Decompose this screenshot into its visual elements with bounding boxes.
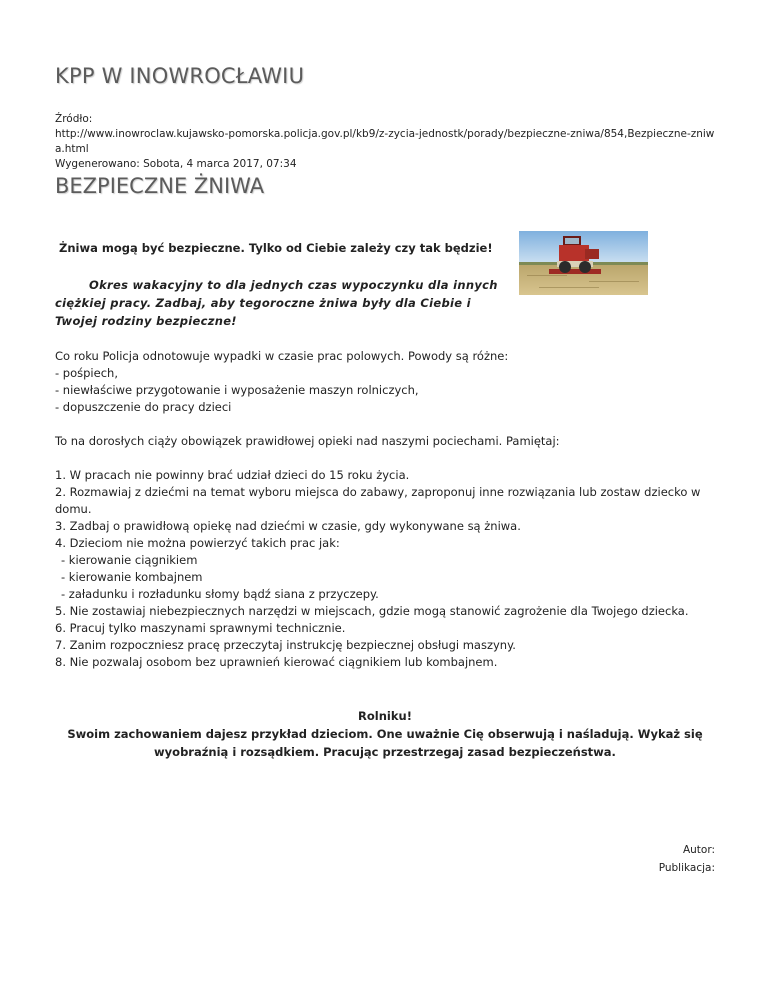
rule-item: 2. Rozmawiaj z dziećmi na temat wyboru miejsca do zabawy, zaproponuj inne rozwiązania lub zostaw dziecko w domu. bbox=[55, 485, 701, 516]
rule-item: 5. Nie zostawiaj niebezpiecznych narzędzi w miejscach, gdzie mogą stanowić zagrożenie dla Twojego dziecka. bbox=[55, 604, 689, 618]
closing-title: Rolniku! bbox=[358, 709, 412, 723]
rule-item: 4. Dzieciom nie można powierzyć takich prac jak: bbox=[55, 536, 340, 550]
site-title: KPP W INOWROCŁAWIU bbox=[55, 64, 305, 88]
published-label: Publikacja: bbox=[658, 862, 715, 874]
rule-item: 7. Zanim rozpoczniesz pracę przeczytaj instrukcję bezpiecznej obsługi maszyny. bbox=[55, 638, 516, 652]
article-title: BEZPIECZNE ŻNIWA bbox=[55, 174, 265, 198]
harvest-photo-image bbox=[519, 231, 648, 295]
rule-item: 1. W pracach nie powinny brać udział dzieci do 15 roku życia. bbox=[55, 468, 410, 482]
rule-item: 8. Nie pozwalaj osobom bez uprawnień kierować ciągnikiem lub kombajnem. bbox=[55, 655, 498, 669]
closing-appeal bbox=[55, 707, 715, 761]
source-label: Źródło: bbox=[55, 113, 93, 125]
combine-harvester-photo bbox=[519, 231, 648, 295]
forbidden-item: - kierowanie ciągnikiem bbox=[61, 553, 198, 567]
generated-timestamp: Wygenerowano: Sobota, 4 marca 2017, 07:34 bbox=[55, 158, 297, 170]
forbidden-item: - załadunku i rozładunku słomy bądź siana z przyczepy. bbox=[61, 587, 379, 601]
forbidden-item: - kierowanie kombajnem bbox=[61, 570, 203, 584]
reason-item: - pośpiech, bbox=[55, 366, 118, 380]
reason-item: - dopuszczenie do pracy dzieci bbox=[55, 400, 232, 414]
care-note: To na dorosłych ciąży obowiązek prawidłowej opieki nad naszymi pociechami. Pamiętaj: bbox=[55, 434, 560, 448]
article-headline: Żniwa mogą być bezpieczne. Tylko od Ciebie zależy czy tak będzie! bbox=[59, 241, 493, 255]
rule-item: 6. Pracuj tylko maszynami sprawnymi technicznie. bbox=[55, 621, 346, 635]
publication-meta bbox=[515, 841, 715, 877]
article-body bbox=[55, 348, 715, 671]
article-subhead: Okres wakacyjny to dla jednych czas wypoczynku dla innych ciężkiej pracy. Zadbaj, aby tegoroczne żniwa były dla Ciebie i Twojej rodziny bezpieczne! bbox=[55, 278, 498, 328]
closing-text: Swoim zachowaniem dajesz przykład dzieciom. One uważnie Cię obserwują i naśladują. Wykaż się wyobraźnią i rozsądkiem. Pracując przestrzegaj zasad bezpieczeństwa. bbox=[67, 727, 703, 759]
source-block bbox=[55, 112, 715, 172]
source-url[interactable]: http://www.inowroclaw.kujawsko-pomorska.policja.gov.pl/kb9/z-zycia-jednostk/porady/bezpieczne-zniwa/854,Bezpieczne-zniwa.html bbox=[55, 128, 715, 155]
intro-paragraph: Co roku Policja odnotowuje wypadki w czasie prac polowych. Powody są różne: bbox=[55, 349, 509, 363]
reason-item: - niewłaściwe przygotowanie i wyposażenie maszyn rolniczych, bbox=[55, 383, 419, 397]
rule-item: 3. Zadbaj o prawidłową opiekę nad dziećmi w czasie, gdy wykonywane są żniwa. bbox=[55, 519, 521, 533]
author-label: Autor: bbox=[682, 844, 715, 856]
lead-box bbox=[55, 240, 515, 330]
